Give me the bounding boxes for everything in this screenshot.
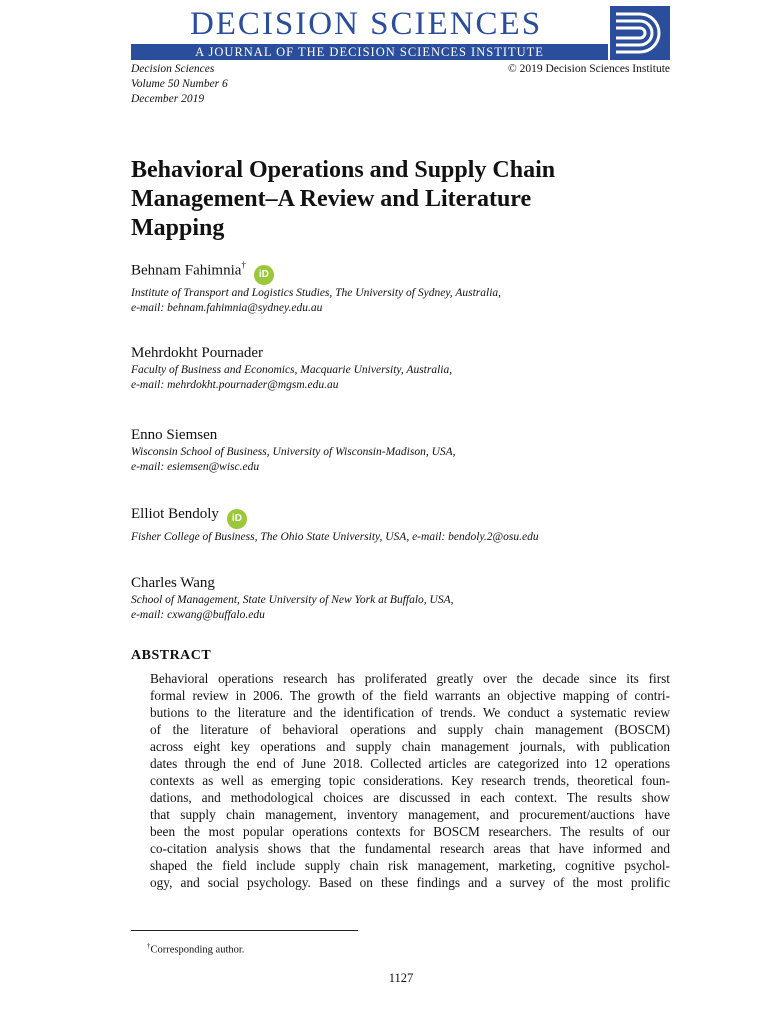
orcid-icon[interactable]: iD: [227, 509, 247, 529]
author-affiliation: [131, 445, 691, 475]
journal-title: DECISION SCIENCES: [189, 6, 543, 42]
abstract-heading: ABSTRACT: [131, 648, 212, 663]
title-line: Behavioral Operations and Supply Chain: [131, 157, 556, 183]
author-block: [131, 505, 691, 545]
author-affiliation: [131, 363, 691, 393]
author-name: Enno Siemsen: [131, 427, 218, 443]
abstract-line: Behavioral operations research has proliferated greatly over the decade since its first: [150, 671, 670, 686]
orcid-icon[interactable]: iD: [254, 265, 274, 285]
abstract-line: that supply chain management, inventory management, and procurement/auctions have: [150, 807, 670, 822]
footnote-text: Corresponding author.: [150, 944, 245, 956]
author-block: [131, 260, 691, 316]
corresponding-mark: †: [241, 260, 246, 270]
author-name: Behnam Fahimnia: [131, 262, 242, 279]
abstract-text: [150, 670, 670, 891]
abstract-line: co-citation analysis shows that the fundamental research areas that have informed and: [150, 841, 670, 856]
affiliation-line: Faculty of Business and Economics, Macquarie University, Australia,: [131, 364, 453, 376]
abstract-line: shaped the field include supply chain risk management, marketing, cognitive psychol-: [150, 858, 670, 873]
issue-info: [131, 62, 228, 107]
author-email[interactable]: e-mail: esiemsen@wisc.edu: [131, 461, 260, 473]
decision-sciences-logo-icon: [610, 6, 670, 60]
title-line: Mapping: [131, 215, 225, 241]
journal-masthead: [131, 6, 670, 58]
abstract-line: contexts as well as emerging topic considerations. Key research trends, theoretical foun-: [150, 773, 670, 788]
author-email[interactable]: e-mail: cxwang@buffalo.edu: [131, 609, 265, 621]
footnote: [147, 940, 244, 957]
affiliation-line: School of Management, State University of New York at Buffalo, USA,: [131, 594, 454, 606]
author-email[interactable]: e-mail: mehrdokht.pournader@mgsm.edu.au: [131, 379, 339, 391]
affiliation-line: Fisher College of Business, The Ohio State University, USA, e-mail: bendoly.2@osu.edu: [131, 531, 539, 543]
abstract-line: ogy, and social psychology. Based on these findings and a survey of the most prolific: [150, 875, 670, 890]
abstract-line: across eight key operations and supply chain management journals, with publication: [150, 739, 670, 754]
abstract-line: formal review in 2006. The growth of the field warrants an objective mapping of contri-: [150, 688, 670, 703]
journal-name: Decision Sciences: [131, 63, 215, 75]
author-affiliation: [131, 286, 691, 316]
affiliation-line: Wisconsin School of Business, University of Wisconsin-Madison, USA,: [131, 446, 456, 458]
affiliation-line: Institute of Transport and Logistics Studies, The University of Sydney, Australia,: [131, 287, 502, 300]
author-affiliation: [131, 593, 691, 623]
abstract-line: dations, and methodological choices are discussed in each context. The results show: [150, 790, 670, 805]
abstract-line: butions to the literature and the identification of trends. We conduct a systematic review: [150, 705, 670, 720]
title-line: Management–A Review and Literature: [131, 186, 532, 212]
volume-number: Volume 50 Number 6: [131, 78, 228, 90]
author-block: [131, 574, 691, 623]
author-name: Charles Wang: [131, 575, 215, 591]
article-title: [131, 156, 671, 243]
journal-subtitle: A JOURNAL OF THE DECISION SCIENCES INSTITUTE: [131, 44, 608, 60]
footnote-mark: †: [147, 942, 151, 950]
author-name: Elliot Bendoly: [131, 506, 219, 522]
issue-date: December 2019: [131, 93, 205, 105]
abstract-line: been the most popular operations contexts for BOSCM researchers. The results of our: [150, 824, 670, 839]
author-name: Mehrdokht Pournader: [131, 345, 264, 361]
footnote-divider: [131, 930, 358, 931]
author-email[interactable]: e-mail: behnam.fahimnia@sydney.edu.au: [131, 302, 323, 315]
author-block: [131, 426, 691, 475]
author-affiliation: [131, 530, 691, 545]
abstract-line: dates through the end of June 2018. Collected articles are categorized into 12 operations: [150, 756, 670, 771]
page-number: 1127: [388, 971, 414, 985]
abstract-line: of the literature of behavioral operations and supply chain management (BOSCM): [150, 722, 670, 737]
copyright: © 2019 Decision Sciences Institute: [507, 63, 670, 75]
author-block: [131, 344, 691, 393]
